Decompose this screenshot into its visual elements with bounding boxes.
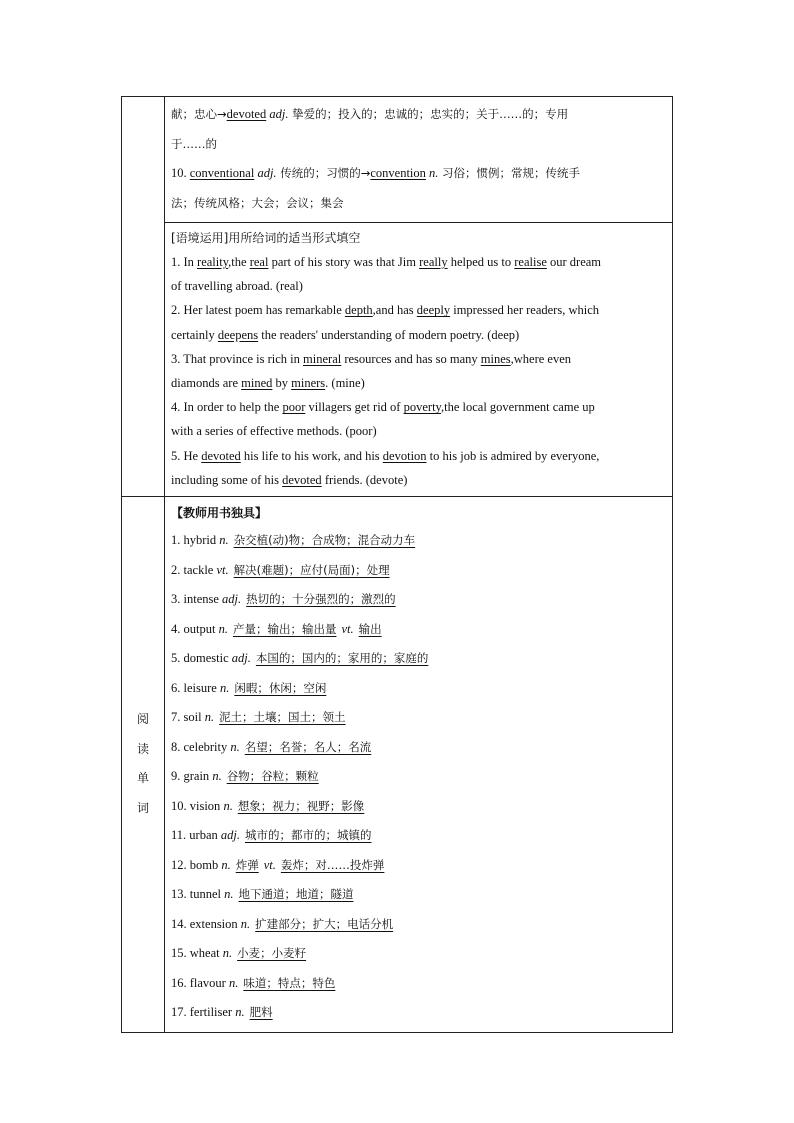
table-row <box>122 97 673 223</box>
vocab-item <box>171 733 666 763</box>
context-exercise-cell <box>165 223 673 497</box>
vocab-item <box>171 792 666 822</box>
side-label-char: 词 <box>136 800 149 815</box>
vocab-item <box>171 585 666 615</box>
text-line <box>171 444 666 468</box>
text-fragment: . (mine) <box>325 376 365 391</box>
text-fragment: ,the <box>228 255 250 269</box>
answer-word: deepens <box>217 327 259 342</box>
answer-word: deeply <box>416 303 451 318</box>
table-row <box>122 223 673 497</box>
vocab-word: 15. wheat <box>171 946 223 961</box>
text-line <box>171 130 666 160</box>
vocab-item <box>171 556 666 586</box>
text-line <box>171 323 666 347</box>
vocab-item <box>171 969 666 999</box>
text-line <box>171 189 666 219</box>
answer-word: conventional <box>189 166 255 180</box>
text-fragment: by <box>272 376 292 391</box>
vocab-word: 9. grain <box>171 769 213 784</box>
text-fragment: the readers' understanding of modern poetry. (deep) <box>258 327 520 342</box>
vocab-meaning: 输出 <box>358 621 382 636</box>
text-line <box>171 274 666 298</box>
part-of-speech: n. <box>224 887 234 902</box>
vocab-meaning: 杂交植(动)物；合成物；混合动力车 <box>233 533 416 548</box>
vocab-meaning: 肥料 <box>249 1005 273 1020</box>
vocab-item <box>171 762 666 792</box>
table-row <box>122 497 673 1033</box>
vocab-meaning: 想象；视力；视野；影像 <box>237 798 365 813</box>
vocab-item <box>171 998 666 1028</box>
side-label-cell <box>122 497 165 1033</box>
vocab-meaning: 泥土；土壤；国土；领土 <box>219 710 346 725</box>
part-of-speech: n. <box>240 916 251 931</box>
text-fragment: 1. In <box>171 255 198 269</box>
vocab-item <box>171 910 666 940</box>
text-line <box>171 419 666 443</box>
answer-word: miners <box>291 376 326 391</box>
part-of-speech: n. <box>222 946 233 961</box>
text-fragment: 于……的 <box>171 136 217 151</box>
text-fragment: helped us to <box>447 255 515 269</box>
vocab-meaning: 城市的；都市的；城镇的 <box>244 828 372 843</box>
text-fragment: our dream <box>546 255 602 269</box>
vocab-word: 3. intense <box>171 592 223 607</box>
vocab-meaning: 解决(难题)；应付(局面)；处理 <box>233 562 390 577</box>
exercise-list <box>171 250 666 492</box>
vocab-meaning: 炸弹 <box>235 857 259 872</box>
text-fragment: villagers get rid of <box>305 400 404 415</box>
text-fragment: resources and has so many <box>341 351 481 366</box>
word-derivation-cell <box>165 97 673 223</box>
vocab-word: 4. output <box>171 621 219 636</box>
vocab-word: 7. soil <box>171 710 205 725</box>
part-of-speech: n. <box>228 975 239 990</box>
vocab-word: 2. tackle <box>171 562 217 577</box>
vocab-word: 8. celebrity <box>171 739 231 754</box>
vocab-word: 14. extension <box>171 916 241 931</box>
text-line <box>171 298 666 322</box>
part-of-speech: n. <box>235 1005 245 1020</box>
text-fragment: part of his story was that Jim <box>268 255 420 269</box>
text-fragment: 5. He <box>171 448 202 463</box>
vocab-item <box>171 674 666 704</box>
text-fragment: 10. <box>171 166 190 180</box>
text-fragment: adj. <box>266 107 289 121</box>
answer-word: devoted <box>201 448 241 463</box>
vocab-meaning: 谷物；谷粒；颗粒 <box>226 769 319 784</box>
side-label-char: 单 <box>136 771 149 786</box>
answer-word: depth <box>344 303 373 318</box>
part-of-speech: vt. <box>263 857 276 872</box>
answer-word: devoted <box>226 107 267 121</box>
text-fragment: impressed her readers, which <box>450 303 599 318</box>
word-derivation-list <box>171 100 666 218</box>
teacher-book-header: 【教师用书独具】 <box>171 506 268 521</box>
answer-word: mineral <box>303 351 342 366</box>
part-of-speech: n. <box>204 710 215 725</box>
text-fragment: ,the local government came up <box>440 400 595 415</box>
text-fragment: 3. That province is rich in <box>171 351 304 366</box>
part-of-speech: adj. <box>220 828 240 843</box>
vocab-meaning: 热切的；十分强烈的；激烈的 <box>246 592 396 607</box>
answer-word: poor <box>282 400 306 415</box>
part-of-speech: vt. <box>341 621 354 636</box>
text-fragment: 挚爱的；投入的；忠诚的；忠实的；关于……的；专用 <box>288 107 569 121</box>
vocab-meaning: 小麦；小麦籽 <box>237 946 307 961</box>
text-fragment: 法；传统风格；大会；会议；集会 <box>171 195 344 210</box>
vocab-meaning: 轰炸；对……投炸弹 <box>280 857 385 872</box>
vocab-meaning: 扩建部分；扩大；电话分机 <box>255 916 394 931</box>
part-of-speech: n. <box>230 739 240 754</box>
part-of-speech: n. <box>212 769 222 784</box>
vocab-item <box>171 821 666 851</box>
text-fragment: certainly <box>171 327 218 342</box>
vocab-meaning: 闲暇；休闲；空闲 <box>234 680 327 695</box>
answer-word: real <box>249 255 269 269</box>
text-fragment: friends. (devote) <box>321 472 408 487</box>
text-line <box>171 468 666 492</box>
answer-word: mines <box>480 351 511 366</box>
vocab-item <box>171 644 666 674</box>
text-fragment: ,where even <box>510 351 572 366</box>
vocab-item <box>171 880 666 910</box>
text-fragment: adj. <box>254 166 277 180</box>
text-fragment: ,and has <box>372 303 417 318</box>
text-fragment: 4. In order to help the <box>171 400 283 415</box>
text-line <box>171 100 666 130</box>
vocab-word: 16. flavour <box>171 975 229 990</box>
vocab-item <box>171 526 666 556</box>
answer-word: devoted <box>282 472 322 487</box>
vocab-word: 6. leisure <box>171 680 220 695</box>
side-label-char: 阅 <box>136 712 149 727</box>
vocab-word: 17. fertiliser <box>171 1005 236 1020</box>
side-label-char: 读 <box>136 741 149 756</box>
vocab-word: 10. vision <box>171 798 224 813</box>
answer-word: convention <box>370 166 426 180</box>
vocab-meaning: 名望；名誉；名人；名流 <box>244 739 372 754</box>
answer-word: mined <box>241 376 273 391</box>
vocab-meaning: 味道；特点；特色 <box>243 975 336 990</box>
text-line <box>171 159 666 189</box>
vocab-word: 5. domestic <box>171 651 232 666</box>
text-line <box>171 250 666 274</box>
vocabulary-table <box>121 96 673 1033</box>
answer-word: devotion <box>382 448 427 463</box>
text-fragment: diamonds are <box>171 376 242 391</box>
vocab-item <box>171 615 666 645</box>
text-fragment: 习俗；惯例；常规；传统手 <box>438 166 581 180</box>
text-fragment: 献；忠心→ <box>171 107 227 121</box>
answer-word: poverty <box>403 400 441 415</box>
side-label-cell-empty <box>122 97 165 497</box>
part-of-speech: n. <box>219 533 229 548</box>
part-of-speech: adj. <box>222 592 242 607</box>
vocab-meaning: 本国的；国内的；家用的；家庭的 <box>255 651 429 666</box>
vocab-item <box>171 851 666 881</box>
vocab-meaning: 产量；输出；输出量 <box>232 621 337 636</box>
part-of-speech: n. <box>218 621 228 636</box>
text-fragment: with a series of effective methods. (poor) <box>171 424 377 439</box>
vocab-word: 1. hybrid <box>171 533 220 548</box>
part-of-speech: n. <box>221 857 231 872</box>
vocab-meaning: 地下通道；地道；隧道 <box>238 887 354 902</box>
text-fragment: his life to his work, and his <box>240 448 383 463</box>
vocab-word: 12. bomb <box>171 857 222 872</box>
text-fragment: 传统的；习惯的→ <box>276 166 371 180</box>
text-fragment: to his job is admired by everyone, <box>426 448 600 463</box>
text-line <box>171 395 666 419</box>
vocab-item <box>171 939 666 969</box>
text-line <box>171 371 666 395</box>
part-of-speech: n. <box>223 798 233 813</box>
part-of-speech: vt. <box>216 562 229 577</box>
text-line <box>171 347 666 371</box>
answer-word: realise <box>514 255 547 269</box>
exercise-header: [语境运用]用所给词的适当形式填空 <box>171 231 361 245</box>
text-fragment: of travelling abroad. (real) <box>171 279 303 294</box>
vocab-word: 13. tunnel <box>171 887 225 902</box>
vocab-word: 11. urban <box>171 828 221 843</box>
vocab-item <box>171 703 666 733</box>
text-fragment: including some of his <box>171 472 283 487</box>
text-fragment: 2. Her latest poem has remarkable <box>171 303 345 318</box>
part-of-speech: n. <box>219 680 230 695</box>
answer-word: really <box>419 255 448 269</box>
part-of-speech: adj. <box>231 651 251 666</box>
answer-word: reality <box>197 255 229 269</box>
text-fragment: n. <box>425 166 439 180</box>
vocab-list <box>171 526 666 1028</box>
reading-vocabulary-cell <box>165 497 673 1033</box>
